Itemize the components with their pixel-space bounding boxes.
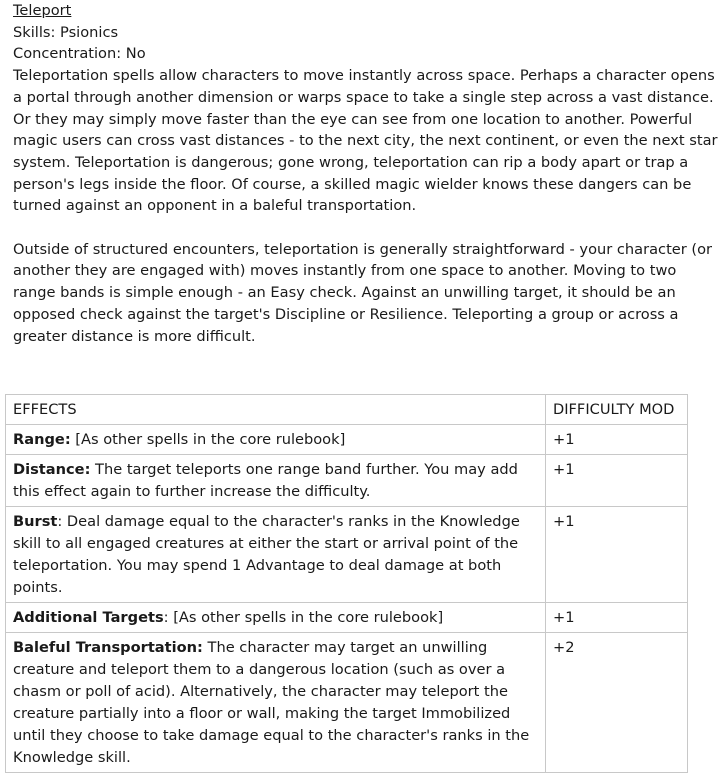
effect-cell	[6, 425, 546, 455]
paragraph-line: Outside of structured encounters, teleportation is generally straightforward - your character (or	[13, 240, 713, 258]
paragraph-line: turned against an opponent in a baleful transportation.	[13, 197, 417, 215]
spell-title: Teleport	[13, 2, 72, 19]
paragraph-line: opposed check against the target's Discipline or Resilience. Teleporting a group or across a	[13, 305, 679, 323]
effect-cell	[6, 507, 546, 603]
effect-text: The character may target an unwilling creature and teleport them to a dangerous location (such as over a chasm or poll of acid). Alternatively, the character may teleport the creature partially into a floor or wall, making the target Immobilized until they choose to take damage equal to the character's ranks in the Knowledge skill.	[13, 639, 530, 766]
spell-skills: Skills: Psionics	[13, 23, 119, 41]
paragraph-line: magic users can cross vast distances - to the next city, the next continent, or even the next star	[13, 132, 718, 150]
table-row	[6, 425, 688, 455]
effect-text: : [As other spells in the core rulebook]	[163, 609, 444, 626]
paragraph-line: a portal through another dimension or warps space to take a single step across a vast distance.	[13, 88, 714, 106]
effects-table	[5, 394, 688, 773]
effect-name: Distance:	[13, 461, 91, 478]
difficulty-mod: +1	[546, 455, 688, 507]
effect-text: The target teleports one range band further. You may add this effect again to further increase the difficulty.	[13, 461, 518, 500]
difficulty-mod: +1	[546, 425, 688, 455]
effects-header: EFFECTS	[6, 395, 546, 425]
paragraph-line: another they are engaged with) moves instantly from one space to another. Moving to two	[13, 262, 677, 280]
paragraph-line: greater distance is more difficult.	[13, 327, 256, 345]
paragraph-spacer	[13, 217, 713, 239]
effect-name: Burst	[13, 513, 58, 530]
paragraph-line: range bands is simple enough - an Easy check. Against an unwilling target, it should be an	[13, 284, 676, 302]
description-paragraph-1	[13, 65, 718, 217]
paragraph-line: Teleportation spells allow characters to move instantly across space. Perhaps a character opens	[13, 67, 715, 85]
paragraph-line: Or they may simply move faster than the eye can see from one location to another. Powerful	[13, 110, 693, 128]
effect-cell	[6, 455, 546, 507]
effect-name: Baleful Transportation:	[13, 639, 203, 656]
difficulty-header: DIFFICULTY MOD	[546, 395, 688, 425]
effect-text: : Deal damage equal to the character's ranks in the Knowledge skill to all engaged creatures at either the start or arrival point of the teleportation. You may spend 1 Advantage to deal damage at both points.	[13, 513, 520, 596]
table-row	[6, 507, 688, 603]
effect-cell	[6, 603, 546, 633]
effect-text: [As other spells in the core rulebook]	[70, 431, 346, 448]
table-row	[6, 603, 688, 633]
spell-document	[13, 0, 718, 347]
difficulty-mod: +2	[546, 633, 688, 773]
effect-name: Range:	[13, 431, 71, 448]
difficulty-mod: +1	[546, 507, 688, 603]
table-header-row	[6, 395, 688, 425]
paragraph-line: system. Teleportation is dangerous; gone wrong, teleportation can rip a body apart or trap a	[13, 153, 689, 171]
table-row	[6, 455, 688, 507]
paragraph-line: person's legs inside the floor. Of course, a skilled magic wielder knows these dangers can be	[13, 175, 692, 193]
difficulty-mod: +1	[546, 603, 688, 633]
effect-cell	[6, 633, 546, 773]
spell-concentration: Concentration: No	[13, 45, 146, 63]
effect-name: Additional Targets	[13, 609, 164, 626]
table-row	[6, 633, 688, 773]
description-paragraph-2	[13, 239, 711, 348]
